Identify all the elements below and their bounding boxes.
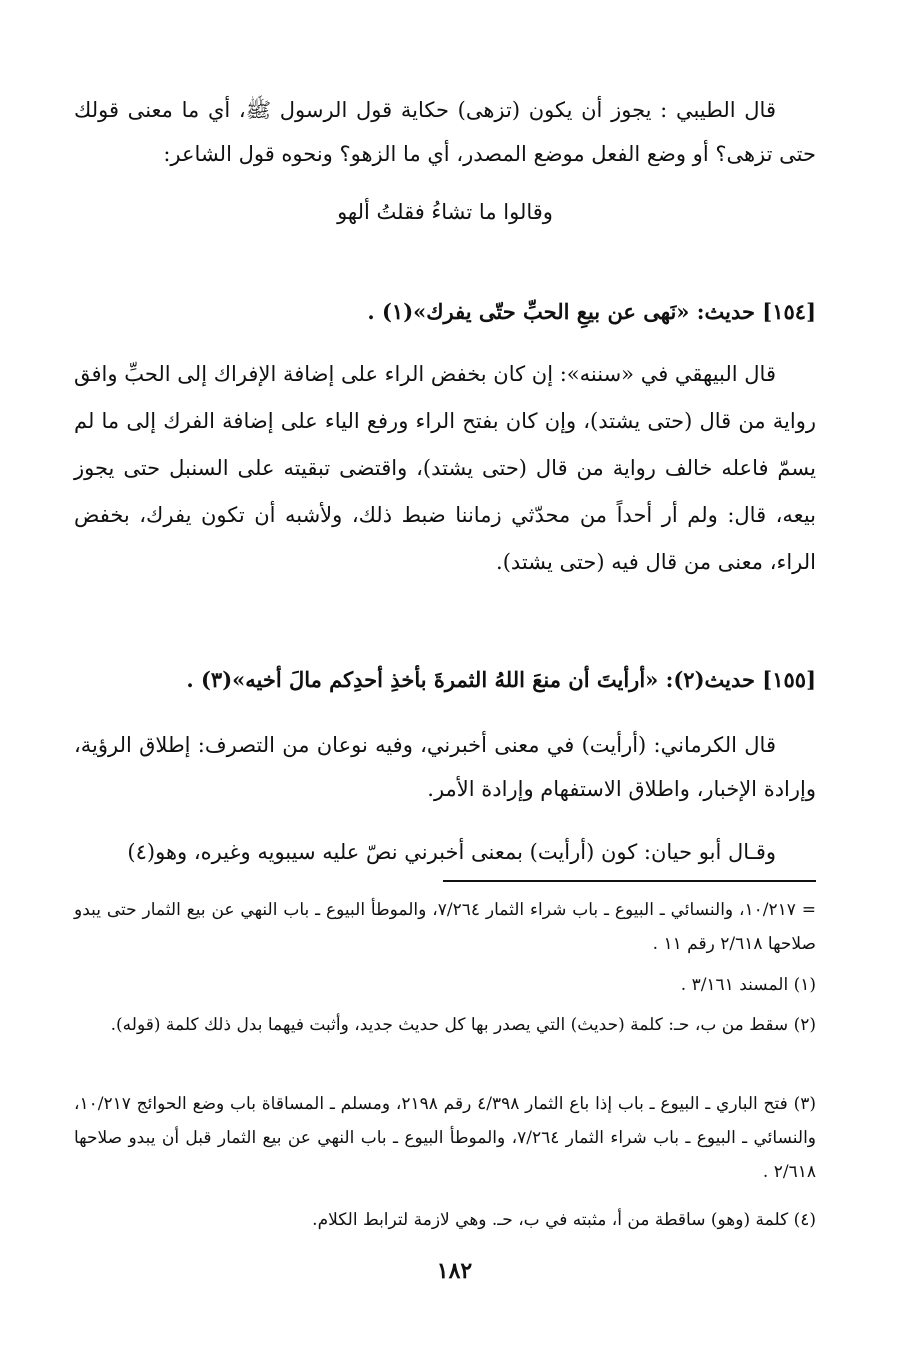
page-number: ١٨٢ <box>436 1258 473 1284</box>
footnote-1: (١) المسند ٣/١٦١ . <box>680 975 816 995</box>
hadith-154-heading: [١٥٤] حديث: «نَهى عن بيعِ الحبِّ حتّى يفرك»(١) . <box>367 299 816 324</box>
footnote-continuation: = ١٠/٢١٧، والنسائي ـ البيوع ـ باب شراء الثمار ٧/٢٦٤، والموطأ البيوع ـ باب النهي عن بيع الثمار حتى يبدو صلاحها ٢/٦١٨ رقم ١١ . <box>74 900 817 954</box>
paragraph-abu-hayyan: وقـال أبو حيان: كون (أرأيت) بمعنى أخبرني نصّ عليه سيبويه وغيره، وهو(٤) <box>127 840 776 864</box>
hadith-155-heading: [١٥٥] حديث(٢): «أرأيتَ أن منعَ اللهُ الثمرةَ بأخذِ أحدِكم مالَ أخيه»(٣) . <box>186 667 816 692</box>
footnote-4: (٤) كلمة (وهو) ساقطة من أ، مثبته في ب، حـ. وهي لازمة لترابط الكلام. <box>312 1210 816 1230</box>
footnote-3: (٣) فتح الباري ـ البيوع ـ باب إذا باع الثمار ٤/٣٩٨ رقم ٢١٩٨، ومسلم ـ المساقاة باب وضع الحوائج ١٠/٢١٧، والنسائي ـ البيوع ـ باب شراء الثمار ٧/٢٦٤، والموطأ البيوع ـ باب النهي عن بيع الثمار قبل أن يبدو صلاحها ٢/٦١٨ . <box>74 1094 817 1182</box>
footnote-2: (٢) سقط من ب، حـ: كلمة (حديث) التي يصدر بها كل حديث جديد، وأثبت فيهما بدل ذلك كلمة (قوله). <box>110 1015 816 1035</box>
paragraph-tibi: قال الطيبي : يجوز أن يكون (تزهى) حكاية قول الرسول ﷺ، أي ما معنى قولك حتى تزهى؟ أو وضع الفعل موضع المصدر، أي ما الزهو؟ ونحوه قول الشاعر: <box>74 98 816 166</box>
poem-verse: وقالوا ما تشاءُ فقلتُ ألهو <box>337 200 553 224</box>
footnote-separator <box>443 880 816 882</box>
paragraph-kirmani: قال الكرماني: (أرأيت) في معنى أخبرني، وفيه نوعان من التصرف: إطلاق الرؤية، وإرادة الإخبار، واطلاق الاستفهام وإرادة الأمر. <box>74 733 816 801</box>
paragraph-bayhaqi: قال البيهقي في «سننه»: إن كان بخفض الراء على إضافة الإفراك إلى الحبِّ وافق رواية من قال (حتى يشتد)، وإن كان بفتح الراء ورفع الياء على إضافة الفرك إلى ما لم يسمّ فاعله خالف رواية من قال (حتى يشتد)، واقتضى تبقيته على السنبل حتى يجوز بيعه، قال: ولم أر أحداً من محدّثي زماننا ضبط ذلك، ولأشبه أن تكون يفرك، بخفض الراء، معنى من قال فيه (حتى يشتد). <box>74 362 816 574</box>
